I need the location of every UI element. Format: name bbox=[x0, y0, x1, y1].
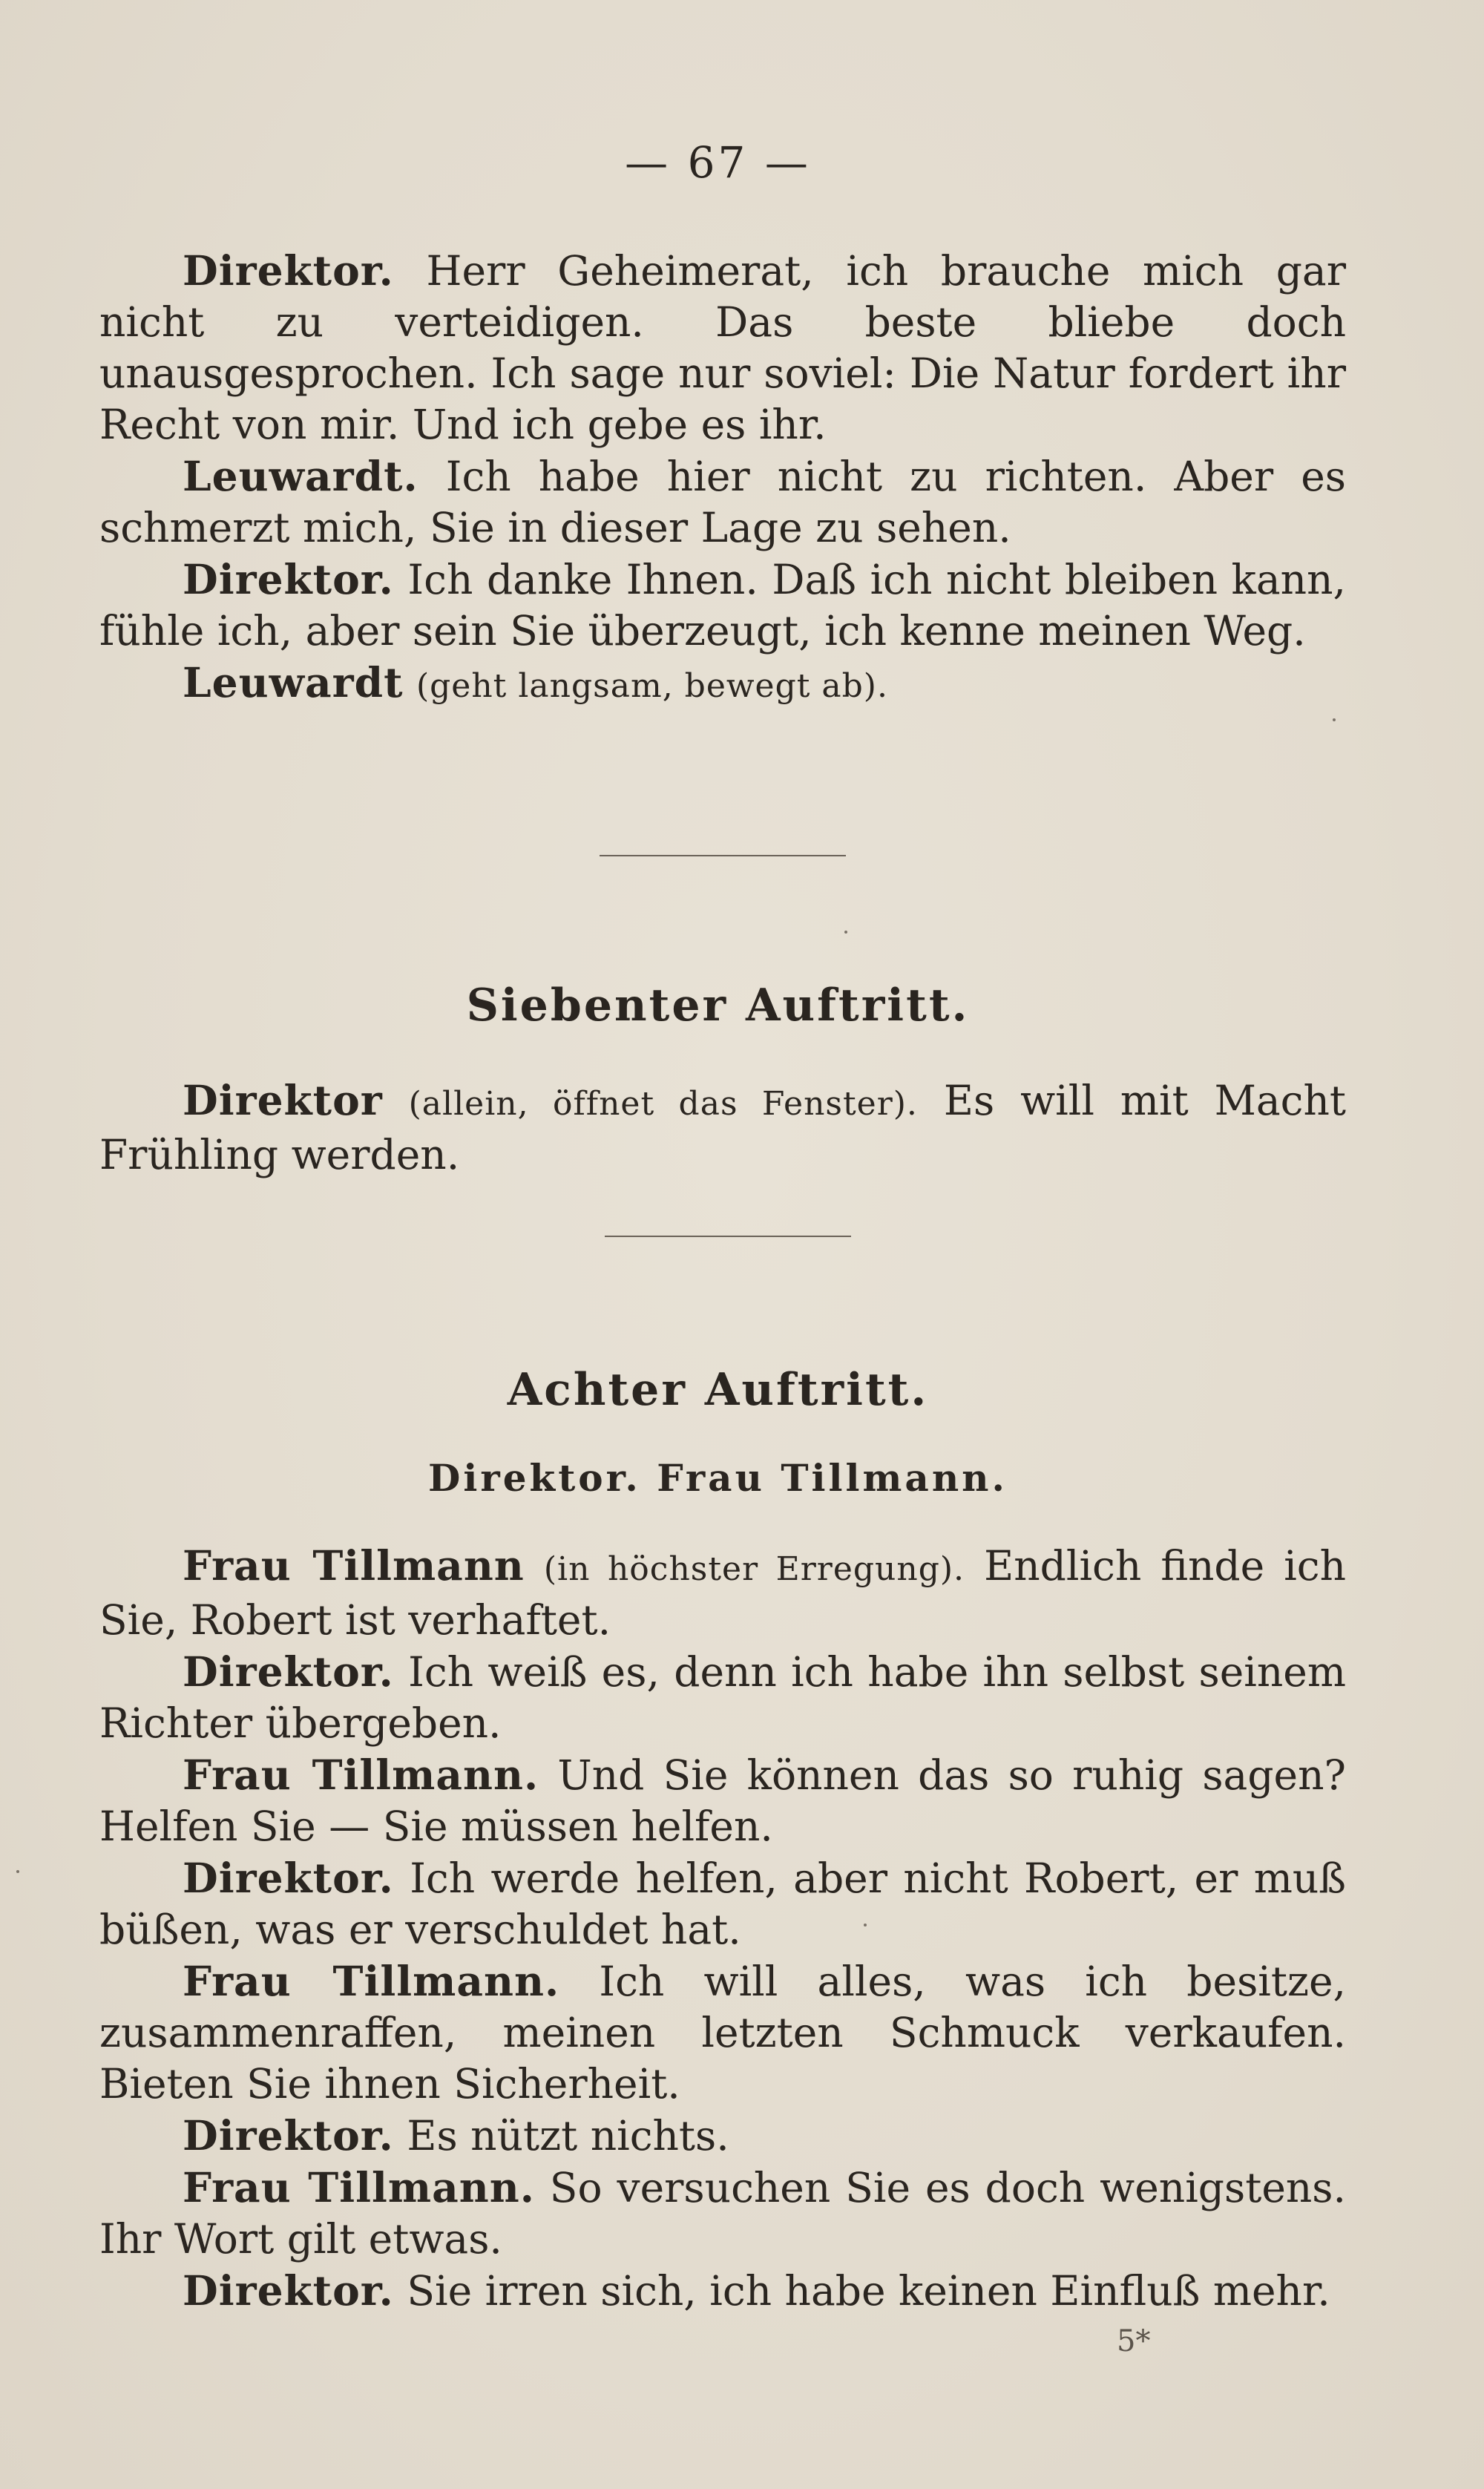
spoken-text: Ich will alles, was ich besitze, zusammenraffen, meinen letzten Schmuck verkaufen. Bieten Sie ihnen Sicherheit. bbox=[99, 1958, 1346, 2108]
paper-speck bbox=[16, 1870, 19, 1873]
speaker-name: Direktor bbox=[183, 1076, 383, 1124]
scene-seven-dialogue bbox=[99, 1075, 1346, 1181]
signature-mark: 5* bbox=[1117, 2324, 1151, 2358]
scene-divider bbox=[605, 1236, 851, 1237]
dialogue-line bbox=[99, 1540, 1346, 1646]
speaker-name: Direktor. bbox=[183, 2111, 394, 2160]
dialogue-line bbox=[99, 245, 1346, 450]
dialogue-line bbox=[99, 1749, 1346, 1852]
paper-speck bbox=[864, 1924, 867, 1926]
page-number: — 67 — bbox=[625, 137, 811, 188]
dialogue-line bbox=[99, 2162, 1346, 2265]
spoken-text: Ich habe hier nicht zu richten. Aber es schmerzt mich, Sie in dieser Lage zu sehen. bbox=[99, 453, 1347, 551]
spoken-text: Es nützt nichts. bbox=[407, 2112, 729, 2160]
speaker-name: Direktor. bbox=[183, 1854, 394, 1902]
paper-speck bbox=[844, 931, 847, 934]
paper-speck bbox=[1333, 718, 1336, 721]
dialogue-line bbox=[99, 2110, 1346, 2162]
spoken-text: Ich weiß es, denn ich habe ihn selbst seinem Richter übergeben. bbox=[99, 1648, 1346, 1747]
scene-six-dialogue bbox=[99, 245, 1346, 712]
spoken-text: Endlich finde ich Sie, Robert ist verhaftet. bbox=[99, 1542, 1347, 1644]
dialogue-line bbox=[99, 657, 1346, 712]
speaker-name: Direktor. bbox=[183, 1647, 394, 1696]
dialogue-line bbox=[99, 1075, 1346, 1181]
speaker-name: Direktor. bbox=[183, 246, 394, 295]
dialogue-line bbox=[99, 1955, 1346, 2110]
speaker-name: Direktor. bbox=[183, 555, 394, 603]
spoken-text: Herr Geheimerat, ich brauche mich gar nicht zu verteidigen. Das beste bliebe doch unausgesprochen. Ich sage nur soviel: Die Natur fordert ihr Recht von mir. Und ich gebe es ihr. bbox=[99, 247, 1346, 448]
dialogue-line bbox=[99, 554, 1346, 657]
spoken-text: So versuchen Sie es doch wenigstens. Ihr Wort gilt etwas. bbox=[99, 2164, 1347, 2263]
stage-direction: (allein, öffnet das Fenster). bbox=[408, 1085, 918, 1123]
speaker-name: Leuwardt. bbox=[183, 452, 418, 500]
speaker-name: Frau Tillmann bbox=[183, 1541, 525, 1590]
scene-heading: Siebenter Auftritt. bbox=[466, 980, 970, 1032]
dialogue-line bbox=[99, 450, 1346, 554]
spoken-text: Es will mit Macht Frühling werden. bbox=[99, 1077, 1347, 1178]
speaker-name: Leuwardt bbox=[183, 658, 404, 706]
cast-list: Direktor. Frau Tillmann. bbox=[428, 1456, 1008, 1500]
spoken-text: Ich werde helfen, aber nicht Robert, er muß büßen, was er verschuldet hat. bbox=[99, 1855, 1347, 1953]
speaker-name: Frau Tillmann. bbox=[183, 1957, 560, 2005]
scene-heading: Achter Auftritt. bbox=[507, 1364, 929, 1416]
dialogue-line bbox=[99, 1646, 1346, 1749]
scene-eight-dialogue bbox=[99, 1540, 1346, 2317]
spoken-text: Ich danke Ihnen. Daß ich nicht bleiben kann, fühle ich, aber sein Sie überzeugt, ich kenne meinen Weg. bbox=[99, 556, 1347, 655]
stage-direction: (geht langsam, bewegt ab). bbox=[416, 667, 888, 705]
speaker-name: Frau Tillmann. bbox=[183, 1751, 539, 1799]
speaker-name: Frau Tillmann. bbox=[183, 2163, 535, 2211]
spoken-text: Sie irren sich, ich habe keinen Einfluß mehr. bbox=[407, 2267, 1330, 2315]
speaker-name: Direktor. bbox=[183, 2266, 394, 2315]
scene-divider bbox=[600, 855, 846, 856]
stage-direction: (in höchster Erregung). bbox=[543, 1550, 965, 1588]
dialogue-line bbox=[99, 2265, 1346, 2317]
dialogue-line bbox=[99, 1852, 1346, 1955]
spoken-text: Und Sie können das so ruhig sagen? Helfen Sie — Sie müssen helfen. bbox=[99, 1751, 1346, 1850]
